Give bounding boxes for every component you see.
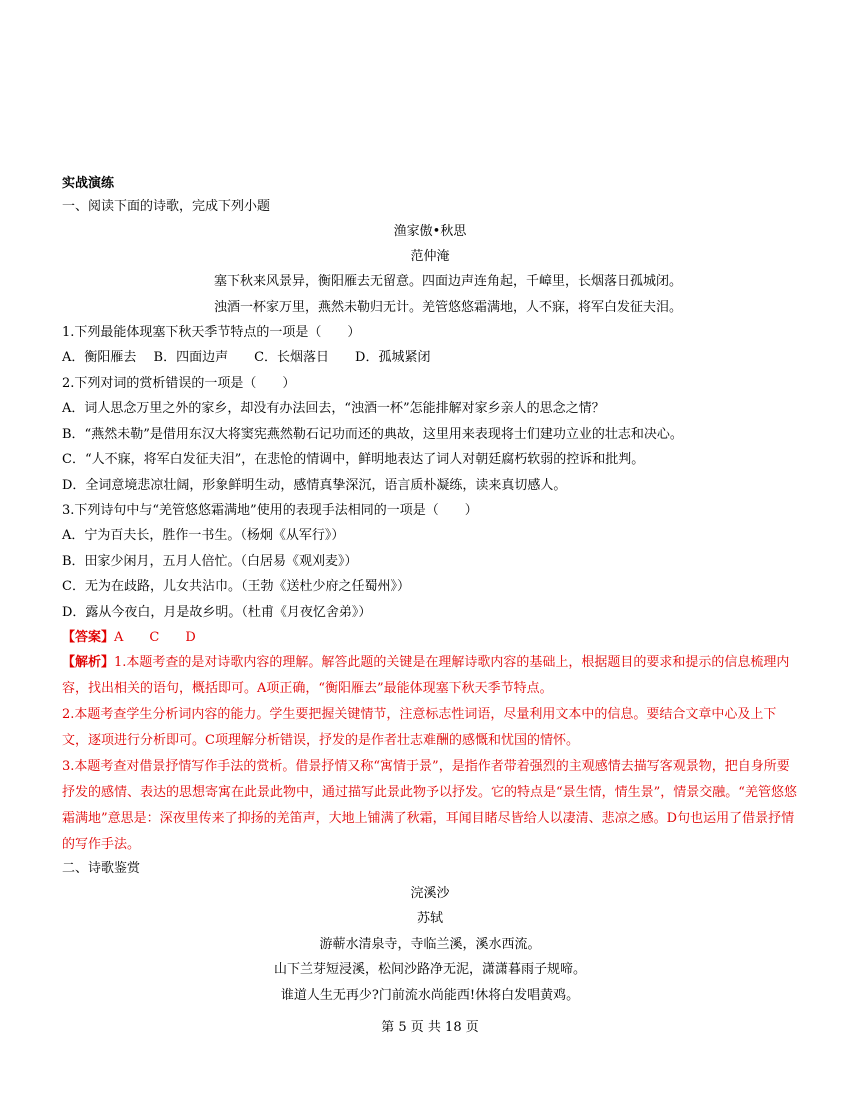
answer-line: [62, 630, 196, 646]
q3-option-b: B．田家少闲月，五月人倍忙。（白居易《观刈麦》）: [62, 554, 358, 569]
poem2-preface: 游蕲水清泉寺，寺临兰溪，溪水西流。: [319, 937, 541, 952]
page-number-footer: 第 5 页 共 18 页: [381, 1020, 479, 1035]
q3-stem: 3.下列诗句中与“羌管悠悠霜满地”使用的表现手法相同的一项是（ ）: [62, 503, 478, 518]
analysis-paragraph-2: 2.本题考查学生分析词内容的能力。学生要把握关键情节，注意标志性词语，尽量利用文本中的信息。要结合文章中心及上下文，逐项进行分析即可。C项理解分析错误，抒发的是作者壮志难酬的感慨和忧国的情怀。: [62, 707, 777, 748]
poem2-title: 浣溪沙: [410, 886, 450, 901]
poem1-line-1: 塞下秋来风景异，衡阳雁去无留意。四面边声连角起，千嶂里，长烟落日孤城闭。: [214, 274, 683, 289]
q3-option-a: A．宁为百夫长，胜作一书生。（杨炯《从军行》）: [62, 528, 345, 543]
part2-heading: 二、诗歌鉴赏: [62, 861, 141, 876]
answer-text: A C D: [114, 630, 196, 645]
poem1-author: 范仲淹: [410, 249, 450, 264]
part1-heading: 一、阅读下面的诗歌，完成下列小题: [62, 199, 271, 214]
analysis-paragraph-3: 3.本题考查对借景抒情写作手法的赏析。借景抒情又称“寓情于景”，是指作者带着强烈的主观感情去描写客观景物，把自身所要抒发的感情、表达的思想寄寓在此景此物中，通过描写此景此物予以抒发。它的特点是“景生情，情生景”，情景交融。“羌管悠悠霜满地”意思是：深夜里传来了抑扬的羌笛声，大地上铺满了秋霜，耳闻目睹尽皆给人以凄清、悲凉之感。D句也运用了借景抒情的写作手法。: [62, 759, 797, 852]
q2-option-b: B．“燕然未勒”是借用东汉大将窦宪燕然勒石记功而还的典故，这里用来表现将士们建功立业的壮志和决心。: [62, 427, 683, 442]
q3-option-c: C．无为在歧路，儿女共沾巾。（王勃《送杜少府之任蜀州》）: [62, 579, 410, 594]
poem1-title: 渔家傲•秋思: [393, 224, 467, 239]
q2-option-d: D．全词意境悲凉壮阔，形象鲜明生动，感情真挚深沉，语言质朴凝练，读来真切感人。: [62, 478, 567, 493]
q2-option-c: C．“人不寐，将军白发征夫泪”，在悲怆的情调中，鲜明地表达了词人对朝廷腐朽软弱的控诉和批判。: [62, 452, 645, 467]
poem2-line-2: 谁道人生无再少?门前流水尚能西!休将白发唱黄鸡。: [280, 988, 580, 1003]
analysis-label: 【解析】: [62, 655, 115, 670]
q2-stem: 2.下列对词的赏析错误的一项是（ ）: [62, 376, 296, 391]
poem2-author: 苏轼: [416, 911, 443, 926]
q1-stem: 1.下列最能体现塞下秋天季节特点的一项是（ ）: [62, 325, 361, 340]
poem2-line-1: 山下兰芽短浸溪，松间沙路净无泥，潇潇暮雨子规啼。: [273, 962, 586, 977]
poem1-line-2: 浊酒一杯家万里，燕然未勒归无计。羌管悠悠霜满地，人不寐，将军白发征夫泪。: [214, 300, 683, 315]
answer-label: 【答案】: [62, 630, 115, 645]
analysis-paragraph-1: [62, 650, 800, 702]
q3-option-d: D．露从今夜白，月是故乡明。（杜甫《月夜忆舍弟》）: [62, 605, 372, 620]
section-title: 实战演练: [62, 176, 115, 191]
q2-option-a: A．词人思念万里之外的家乡，却没有办法回去，“浊酒一杯”怎能排解对家乡亲人的思念之情？: [62, 401, 605, 416]
analysis-text-1: 1.本题考查的是对诗歌内容的理解。解答此题的关键是在理解诗歌内容的基础上，根据题目的要求和提示的信息梳理内容，找出相关的语句，概括即可。A项正确，“衡阳雁去”最能体现塞下秋天季节特点。: [62, 655, 790, 696]
q1-options: A．衡阳雁去 B．四面边声 C．长烟落日 D．孤城紧闭: [62, 350, 431, 365]
